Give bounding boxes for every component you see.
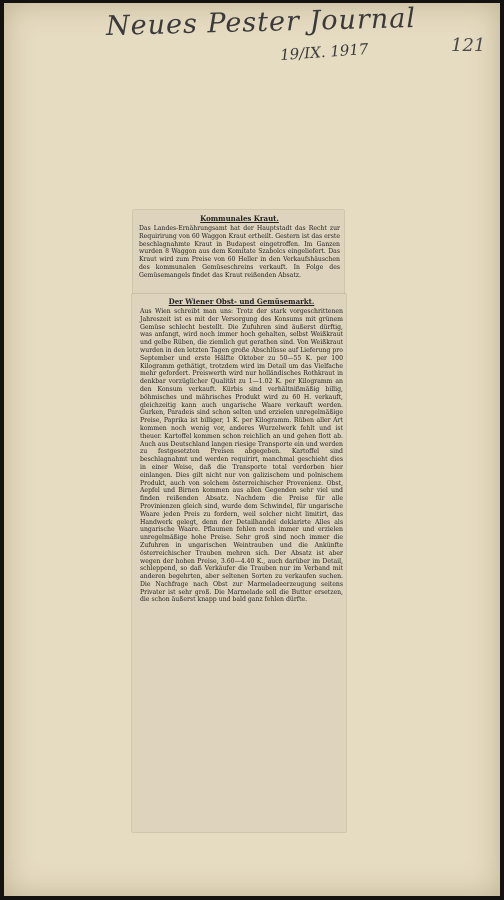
folio-number: 121 (451, 35, 486, 56)
handwritten-date: 19/IX. 1917 (279, 39, 369, 65)
article-headline-kraut: Kommunales Kraut. (200, 214, 279, 223)
article-headline-markt: Der Wiener Obst- und Gemüsemarkt. (168, 297, 315, 306)
handwritten-newspaper-title: Neues Pester Journal (105, 2, 417, 43)
newspaper-clipping-main (132, 294, 346, 832)
article-text-markt: Aus Wien schreibt man uns: Trotz der stark vorgeschrittenen Jahreszeit ist es mit der Versorgung des Konsums mit grünem Gemüse schlecht bestellt. Die Zufuhren sind äußerst dürftig, was anfangt, wird noch immer hoch gehalten, selbst Weißkraut und gelbe Rüben, die ziemlich gut gerathen sind. Von Weißkraut wurden in den letzten Tagen große Abschlüsse auf Lieferung pro September und erste Hälfte Oktober zu 50—55 K. per 100 Kilogramm gethätigt, trotzdem wird im Detail um das Vielfache mehr gefordert. Preiswerth wird nur holländisches Rothkraut in denkbar vorzüglicher Qualität zu 1—1.02 K. per Kilogramm an den Konsum verkauft. Kürbis sind verhältnißmäßig billig, böhmisches und mährisches Produkt wird zu 60 H. verkauft, gleichzeitig kann auch ungarische Waare verkauft werden. Gurken, Paradeis sind schon selten und erzielen unregelmäßige Preise, Paprika ist billiger, 1 K. per Kilogramm. Rüben aller Art kommen noch wenig vor, anderes Wurzelwerk fehlt und ist theuer. Kartoffel kommen schon reichlich an und gehen flott ab. Auch aus Deutschland langen riesige Transporte ein und werden zu festgesetzten Preisen abgegeben. Kartoffel sind beschlagnahmt und werden requirirt, manchmal geschieht dies in einer Weise, daß die Transporte total verdorben hier einlangen. Dies gilt nicht nur von galizischem und polnischem Produkt, auch von solchem österreichischer Provenienz. Obst, Aepfel und Birnen kommen aus allen Gegenden sehr viel und finden reißenden Absatz. Nachdem die Preise für alle Provinienzen gleich sind, wurde dem Schwindel, für ungarische Waare jeden Preis zu fordern, weil solcher nicht limitirt, das Handwerk gelegt, denn der Detailhandel deklarirte Alles als ungarische Waare. Pflaumen fehlen noch immer und erzielen unregelmäßige hohe Preise. Sehr groß sind noch immer die Zufuhren in ungarischen Weintrauben und die Ankünfte österreichischer Trauben mehren sich. Der Absatz ist aber wegen der hohen Preise, 3.60—4.40 K., auch darüber im Detail, schleppend, so daß Verkäufer die Trauben nur im Verband mit anderen begehrten, aber seltenen Sorten zu verkaufen suchen. Die Nachfrage nach Obst zur Marmeladeerzeugung seitens Privater ist sehr groß. Die Marmelade soll die Butter ersetzen, die schon äußerst knapp und bald ganz fehlen dürfte. (140, 308, 343, 604)
article-text-kraut: Das Landes-Ernährungsamt hat der Hauptstadt das Recht zur Requirirung von 60 Waggon Kraut ertheilt. Gestern ist das erste beschlagnahmte Kraut in Budapest eingetroffen. Im Ganzen wurden 8 Waggon aus dem Komitate Szabolcs eingeliefert. Das Kraut wird zum Preise von 60 Heller in den Verkaufshäuschen des kommunalen Gemüseschreins verkauft. In Folge des Gemüsemangels findet das Kraut reißenden Absatz. (139, 225, 340, 279)
article-body-kraut (139, 225, 340, 280)
article-body-markt (140, 308, 343, 604)
newspaper-clipping-top (133, 210, 344, 294)
